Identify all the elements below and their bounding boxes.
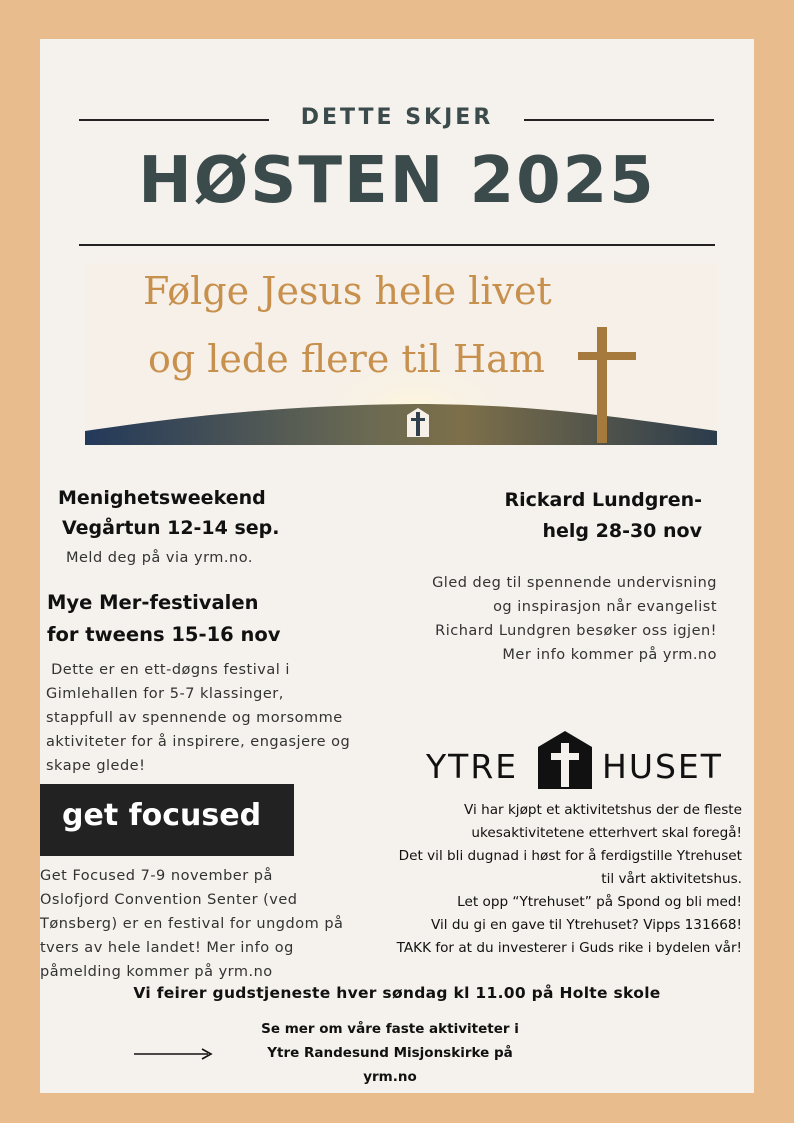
festival-line: stappfull av spennende og morsomme	[46, 710, 343, 726]
festival-text	[46, 658, 386, 778]
lundgren-line: og inspirasjon når evangelist	[493, 599, 717, 615]
lundgren-line: Richard Lundgren besøker oss igjen!	[435, 623, 717, 639]
page-title: HØSTEN 2025	[138, 144, 656, 218]
lundgren-line: Mer info kommer på yrm.no	[502, 647, 717, 663]
get-focused-line: tvers av hele landet! Mer info og	[40, 940, 294, 956]
more-info	[220, 1017, 560, 1089]
festival-line: skape glede!	[46, 758, 146, 774]
lundgren-text	[377, 571, 717, 667]
ytrehuset-logo-right: HUSET	[602, 747, 723, 786]
more-info-link[interactable]: yrm.no	[363, 1069, 417, 1085]
arrow-right-icon	[134, 1047, 214, 1061]
get-focused-line: Get Focused 7-9 november på	[40, 868, 273, 884]
banner	[85, 263, 717, 445]
get-focused-line: Tønsberg) er en festival for ungdom på	[40, 916, 344, 932]
ytrehuset-line: Vil du gi en gave til Ytrehuset? Vipps 131668!	[431, 917, 742, 933]
ytrehuset-line: Det vil bli dugnad i høst for å ferdigstille Ytrehuset	[398, 848, 742, 864]
ytrehuset-text	[342, 799, 742, 960]
banner-line-2: og lede flere til Ham	[148, 337, 545, 381]
weekend-text: Meld deg på via yrm.no.	[66, 550, 253, 566]
weekend-title-1: Menighetsweekend	[58, 487, 266, 509]
ytrehuset-line: til vårt aktivitetshus.	[601, 871, 742, 887]
ytrehuset-line: Let opp “Ytrehuset” på Spond og bli med!	[457, 894, 742, 910]
ytrehuset-line: TAKK for at du investerer i Guds rike i bydelen vår!	[396, 940, 742, 956]
ytrehuset-line: Vi har kjøpt et aktivitetshus der de fleste	[463, 802, 742, 818]
more-info-line: Se mer om våre faste aktiviteter i	[261, 1021, 519, 1037]
get-focused-line: påmelding kommer på yrm.no	[40, 964, 273, 980]
weekend-title-2: Vegårtun 12-14 sep.	[62, 517, 280, 539]
get-focused-text	[40, 864, 380, 984]
lundgren-title-1: Rickard Lundgren-	[504, 489, 702, 511]
festival-title-1: Mye Mer-festivalen	[47, 591, 259, 614]
festival-line: Gimlehallen for 5-7 klassinger,	[46, 686, 284, 702]
service-info: Vi feirer gudstjeneste hver søndag kl 11.00 på Holte skole	[133, 984, 661, 1002]
banner-line-1: Følge Jesus hele livet	[143, 269, 552, 313]
title-rule	[79, 244, 715, 246]
more-info-line: Ytre Randesund Misjonskirke på	[267, 1045, 513, 1061]
ytrehuset-logo-left: YTRE	[426, 747, 519, 786]
lundgren-title-2: helg 28-30 nov	[542, 520, 702, 542]
ytrehuset-logo	[426, 729, 726, 793]
festival-line: aktiviteter for å inspirere, engasjere og	[46, 734, 351, 750]
festival-line: Dette er en ett-døgns festival i	[46, 662, 290, 678]
get-focused-logo	[40, 784, 294, 856]
poster	[40, 39, 754, 1093]
house-cross-icon	[534, 729, 596, 791]
kicker: DETTE SKJER	[300, 105, 494, 130]
lundgren-line: Gled deg til spennende undervisning	[432, 575, 717, 591]
get-focused-line: Oslofjord Convention Senter (ved	[40, 892, 298, 908]
ytrehuset-line: ukesaktivitetene etterhvert skal foregå!	[471, 825, 742, 841]
festival-title-2: for tweens 15-16 nov	[47, 623, 281, 646]
get-focused-logo-text: get focused	[62, 798, 262, 833]
